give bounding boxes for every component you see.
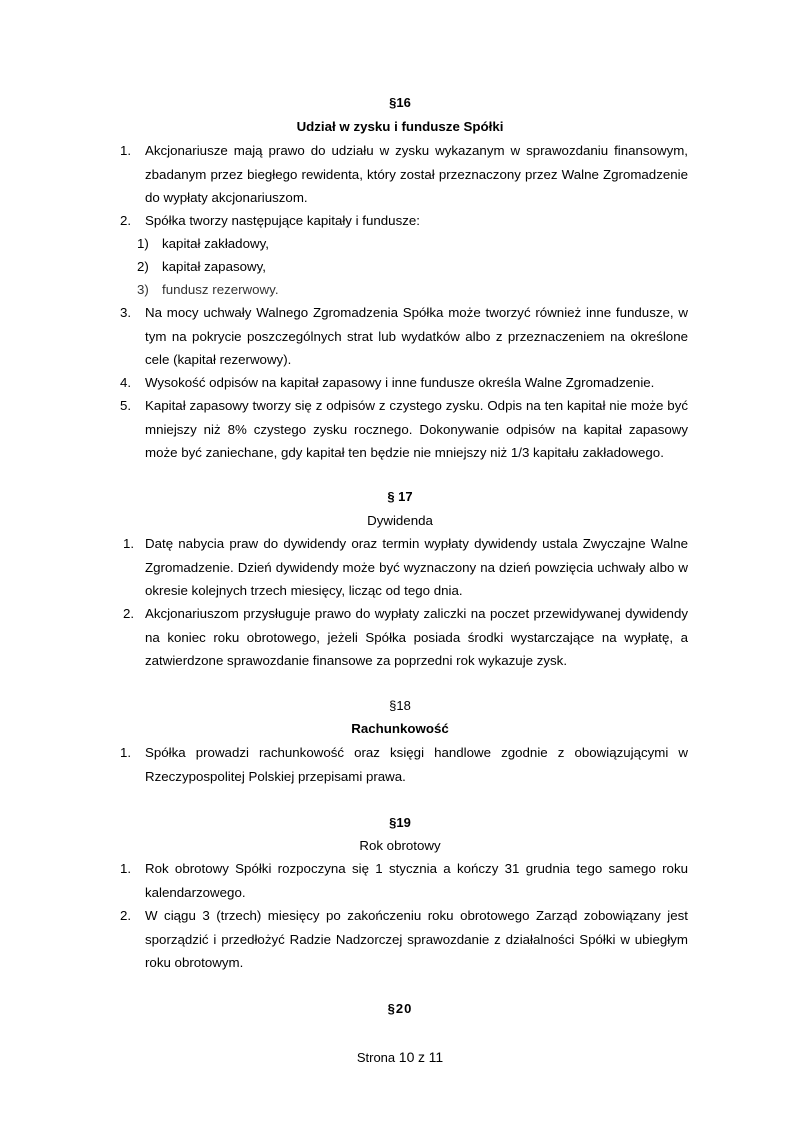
item-number: 1. <box>120 143 132 158</box>
list-item <box>120 741 688 788</box>
item-number: 3) <box>137 282 149 297</box>
item-number: 4. <box>120 375 132 390</box>
page-separator: z <box>417 1049 425 1065</box>
item-text: Akcjonariusze mają prawo do udziału w zysku wykazanym w sprawozdaniu finansowym, zbadanym przez biegłego rewidenta, który został przeznaczony przez Walne Zgromadzenie do wypłaty akcjonariuszom. <box>145 143 688 205</box>
item-number: 2. <box>120 213 132 228</box>
item-number: 3. <box>120 305 132 320</box>
item-number: 2. <box>123 606 135 621</box>
item-text: Spółka prowadzi rachunkowość oraz księgi handlowe zgodnie z obowiązującymi w Rzeczypospolitej Polskiej przepisami prawa. <box>145 745 688 784</box>
item-text: Kapitał zapasowy tworzy się z odpisów z czystego zysku. Odpis na ten kapitał nie może być mniejszy niż 8% czystego zysku rocznego. Dokonywanie odpisów na kapitał zapasowy może być zaniechane, gdy kapitał ten będzie nie mniejszy niż 1/3 kapitału zakładowego. <box>145 398 688 460</box>
page-footer <box>0 1049 800 1065</box>
item-text: Wysokość odpisów na kapitał zapasowy i inne fundusze określa Walne Zgromadzenie. <box>145 375 655 390</box>
item-number: 2) <box>137 259 149 274</box>
item-text: kapitał zakładowy, <box>162 236 269 251</box>
list-item <box>120 904 688 975</box>
sub-list-item <box>137 278 688 302</box>
item-text: Spółka tworzy następujące kapitały i fundusze: <box>145 213 420 228</box>
section-number: §19 <box>389 815 411 830</box>
item-number: 1. <box>123 536 135 551</box>
item-number: 2. <box>120 908 132 923</box>
list-item <box>120 139 688 210</box>
item-text: W ciągu 3 (trzech) miesięcy po zakończeniu roku obrotowego Zarząd zobowiązany jest sporządzić i przedłożyć Radzie Nadzorczej sprawozdanie z działalności Spółki w ubiegłym roku obrotowym. <box>145 908 688 970</box>
list-item <box>120 209 688 233</box>
list-item <box>123 602 688 673</box>
list-item <box>120 371 688 395</box>
list-item <box>120 301 688 372</box>
total-pages: 11 <box>428 1049 444 1065</box>
item-text: Akcjonariuszom przysługuje prawo do wypłaty zaliczki na poczet przewidywanej dywidendy na koniec roku obrotowego, jeżeli Spółka posiada środki wystarczające na wypłatę, a zatwierdzone sprawozdanie finansowe za poprzedni rok wykazuje zysk. <box>145 606 688 668</box>
section-title: Rok obrotowy <box>359 838 441 853</box>
item-text: Na mocy uchwały Walnego Zgromadzenia Spółka może tworzyć również inne fundusze, w tym na pokrycie poszczególnych strat lub wydatków albo z przeznaczeniem na określone cele (kapitał rezerwowy). <box>145 305 688 367</box>
section-title: Udział w zysku i fundusze Spółki <box>296 119 504 134</box>
sub-list-item <box>137 255 688 279</box>
section-number: §18 <box>389 698 411 713</box>
item-text: kapitał zapasowy, <box>162 259 266 274</box>
item-number: 1) <box>137 236 149 251</box>
current-page: 10 <box>398 1049 415 1065</box>
item-text: Rok obrotowy Spółki rozpoczyna się 1 stycznia a kończy 31 grudnia tego samego roku kalendarzowego. <box>145 861 688 900</box>
list-item <box>120 857 688 904</box>
section-number: §16 <box>389 95 411 110</box>
sub-list-item <box>137 232 688 256</box>
item-number: 1. <box>120 861 132 876</box>
list-item <box>123 532 688 603</box>
section-number: § 17 <box>387 489 413 504</box>
item-number: 5. <box>120 398 132 413</box>
section-title: Rachunkowość <box>351 721 449 736</box>
section-number: §20 <box>387 1001 413 1016</box>
page-label: Strona <box>356 1050 396 1065</box>
list-item <box>120 394 688 465</box>
item-text: Datę nabycia praw do dywidendy oraz termin wypłaty dywidendy ustala Zwyczajne Walne Zgromadzenie. Dzień dywidendy może być wyznaczony na dzień powzięcia uchwały albo w okresie kolejnych trzech miesięcy, licząc od tego dnia. <box>145 536 688 598</box>
item-number: 1. <box>120 745 132 760</box>
section-title: Dywidenda <box>367 513 433 528</box>
item-text: fundusz rezerwowy. <box>162 282 279 297</box>
